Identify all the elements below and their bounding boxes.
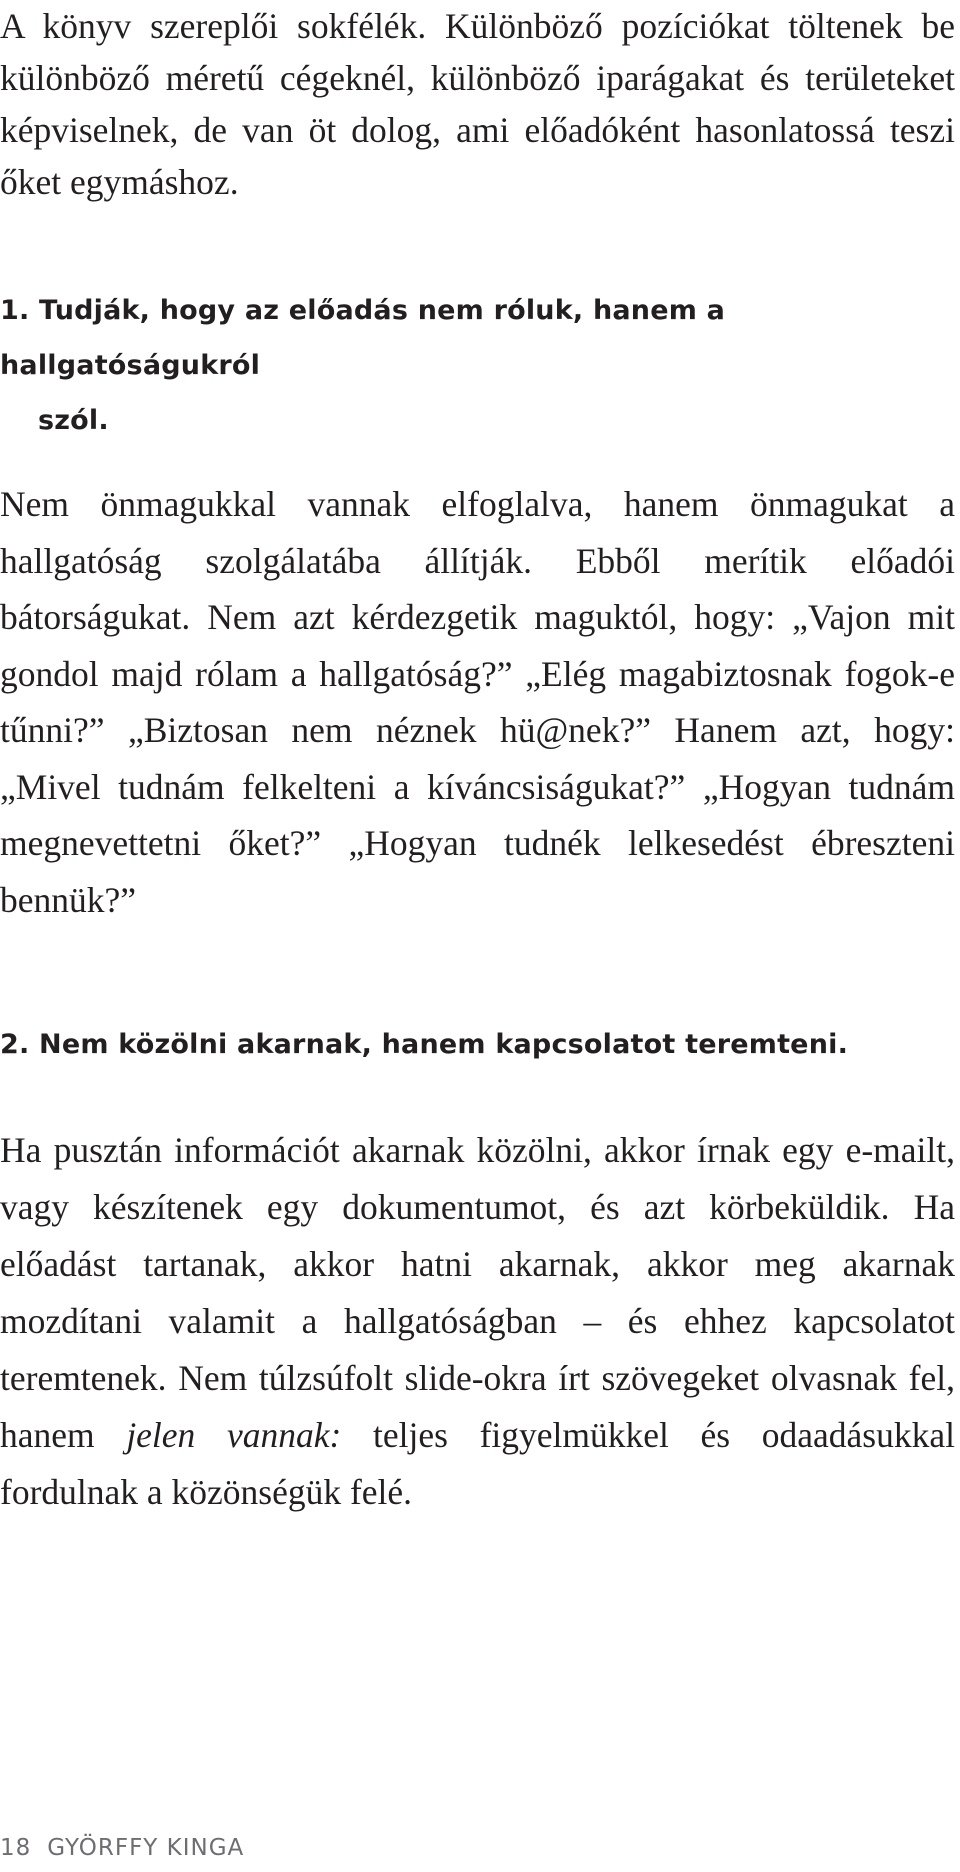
page-footer bbox=[0, 1835, 244, 1861]
section-1-heading-line2: szól. bbox=[38, 405, 109, 436]
page-number: 18 bbox=[0, 1835, 32, 1861]
section-2-body-emphasis: jelen vannak: bbox=[126, 1415, 342, 1455]
section-2-body bbox=[0, 1122, 955, 1521]
section-2-body-part2: teljes figyelmükkel és odaadásukkal fordulnak a közönségük felé. bbox=[0, 1415, 955, 1512]
intro-paragraph: A könyv szereplői sokfélék. Különböző pozíciókat töltenek be különböző méretű cégeknél, különböző iparágakat és területeket képviselnek, de van öt dolog, ami előadóként hasonlatossá teszi őket egymáshoz. bbox=[0, 6, 955, 202]
section-1-heading-line1: 1. Tudják, hogy az előadás nem róluk, hanem a hallgatóságukról bbox=[0, 295, 726, 381]
section-2-body-part1: Ha pusztán információt akarnak közölni, akkor írnak egy e-mailt, vagy készítenek egy dokumentumot, és azt körbeküldik. Ha előadást tartanak, akkor hatni akarnak, akkor meg akarnak mozdítani valamit a hallgatóságban – és ehhez kapcsolatot teremtenek. Nem túlzsúfolt slide-okra írt szövegeket olvasnak fel, hanem bbox=[0, 1130, 955, 1455]
section-1-body: Nem önmagukkal vannak elfoglalva, hanem önmagukat a hallgatóság szolgálatába állítják. Ebből merítik előadói bátorságukat. Nem azt kérdezgetik maguktól, hogy: „Vajon mit gondol majd rólam a hallgatóság?” „Elég magabiztosnak fogok-e tűnni?” „Biztosan nem néznek hü@nek?” Hanem azt, hogy: „Mivel tudnám felkelteni a kíváncsiságukat?” „Hogyan tudnám megnevettetni őket?” „Hogyan tudnék lelkesedést ébreszteni bennük?” bbox=[0, 484, 955, 920]
section-2-heading: 2. Nem közölni akarnak, hanem kapcsolatot teremteni. bbox=[0, 1029, 849, 1060]
footer-author: GYÖRFFY KINGA bbox=[47, 1835, 245, 1861]
section-1-heading bbox=[0, 283, 955, 448]
